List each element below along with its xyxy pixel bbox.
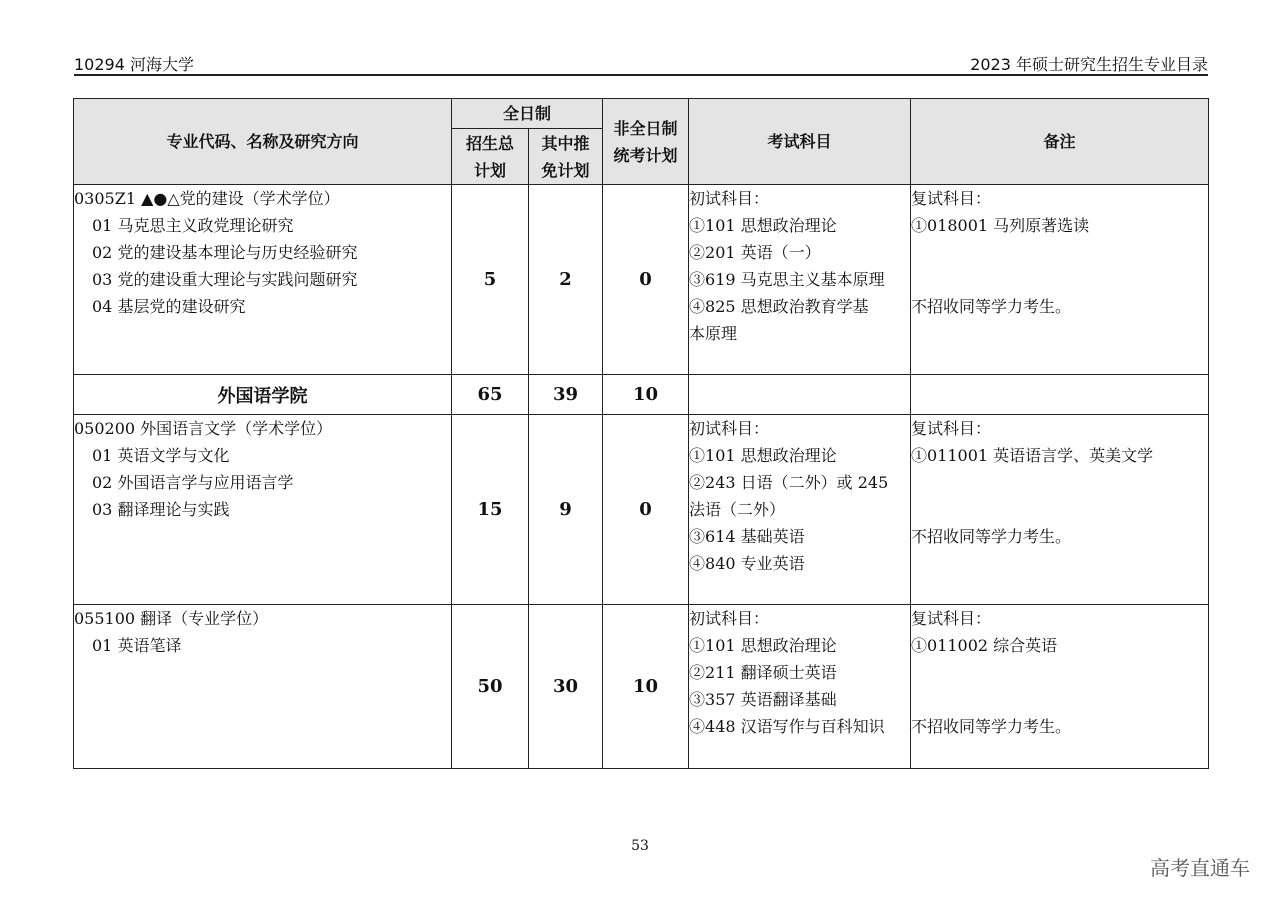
exam-subjects-cell: 初试科目： ①101 思想政治理论 ②243 日语（二外）或 245 法语（二外） ③614 基础英语 ④840 专业英语 [689, 415, 911, 605]
header-row-1 [74, 99, 1209, 129]
total-plan-value: 50 [452, 605, 529, 769]
exam-subjects-cell: 初试科目： ①101 思想政治理论 ②211 翻译硕士英语 ③357 英语翻译基础 ④448 汉语写作与百科知识 [689, 605, 911, 769]
research-direction: 03 翻译理论与实践 [92, 500, 230, 519]
research-direction: 01 马克思主义政党理论研究 [92, 216, 294, 235]
page-header [74, 50, 1208, 76]
university-code-name: 10294 河海大学 [74, 55, 194, 74]
header-parttime: 非全日制 统考计划 [603, 99, 689, 185]
research-direction: 01 英语笔译 [92, 636, 182, 655]
exempt-plan-value: 30 [529, 605, 603, 769]
exam-subjects-cell: 初试科目： ①101 思想政治理论 ②201 英语（一） ③619 马克思主义基本原理 ④825 思想政治教育学基 本原理 [689, 185, 911, 375]
table-row [74, 605, 1209, 769]
table-row [74, 185, 1209, 375]
parttime-plan-value: 10 [603, 605, 689, 769]
research-direction: 02 党的建设基本理论与历史经验研究 [92, 243, 358, 262]
watermark: 高考直通车 [1150, 856, 1250, 880]
page-number: 53 [631, 838, 649, 854]
college-row [74, 375, 1209, 415]
remarks-cell: 复试科目： ①011001 英语语言学、英美文学 不招收同等学力考生。 [911, 415, 1209, 605]
header-fulltime: 全日制 [452, 99, 603, 129]
total-plan-value: 65 [452, 375, 529, 415]
major-title: 050200 外国语言文学（学术学位） [74, 419, 333, 438]
total-plan-value: 15 [452, 415, 529, 605]
remarks-cell: 复试科目： ①018001 马列原著选读 不招收同等学力考生。 [911, 185, 1209, 375]
major-cell [74, 185, 452, 375]
exempt-plan-value: 39 [529, 375, 603, 415]
major-cell [74, 605, 452, 769]
parttime-plan-value: 0 [603, 415, 689, 605]
major-title: 055100 翻译（专业学位） [74, 609, 269, 628]
parttime-plan-value: 10 [603, 375, 689, 415]
research-direction: 02 外国语言学与应用语言学 [92, 473, 294, 492]
major-cell [74, 415, 452, 605]
header-major: 专业代码、名称及研究方向 [74, 99, 452, 185]
research-direction: 04 基层党的建设研究 [92, 297, 246, 316]
header-exam: 考试科目 [689, 99, 911, 185]
header-exempt-plan: 其中推 免计划 [529, 129, 603, 185]
parttime-plan-value: 0 [603, 185, 689, 375]
header-total-plan: 招生总 计划 [452, 129, 529, 185]
remarks-cell [911, 375, 1209, 415]
header-remarks: 备注 [911, 99, 1209, 185]
remarks-cell: 复试科目： ①011002 综合英语 不招收同等学力考生。 [911, 605, 1209, 769]
major-title: 0305Z1 ▲●△党的建设（学术学位） [74, 189, 340, 208]
program-table [73, 98, 1209, 769]
research-direction: 01 英语文学与文化 [92, 446, 230, 465]
total-plan-value: 5 [452, 185, 529, 375]
header-rule [74, 74, 1208, 76]
research-direction: 03 党的建设重大理论与实践问题研究 [92, 270, 358, 289]
exam-subjects-cell [689, 375, 911, 415]
table-row [74, 415, 1209, 605]
exempt-plan-value: 2 [529, 185, 603, 375]
catalog-title: 2023 年硕士研究生招生专业目录 [970, 55, 1208, 74]
college-name: 外国语学院 [74, 375, 452, 415]
exempt-plan-value: 9 [529, 415, 603, 605]
